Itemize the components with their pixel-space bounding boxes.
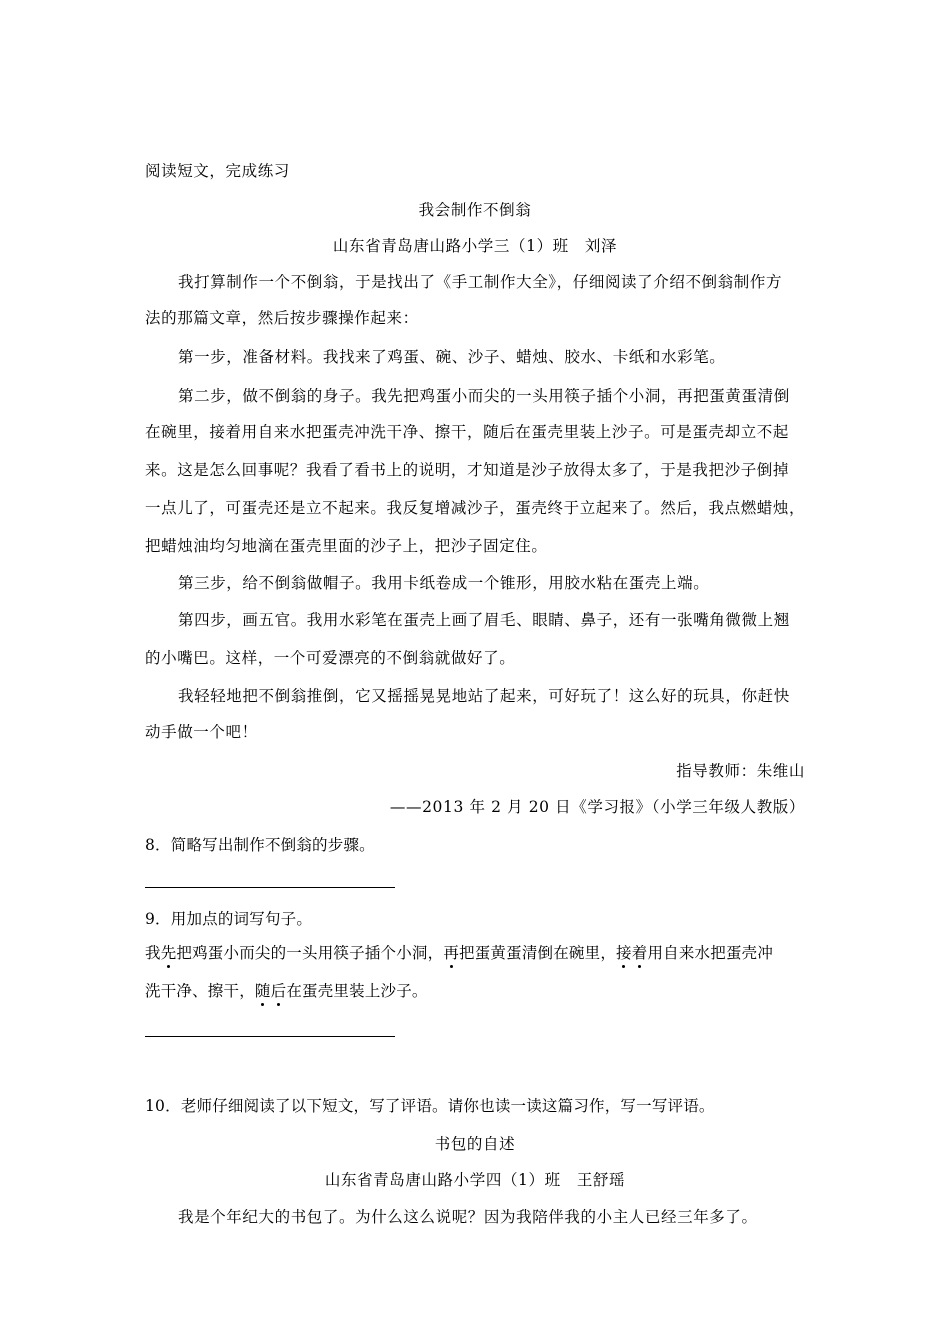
article-line: 的小嘴巴。这样，一个可爱漂亮的不倒翁就做好了。 (145, 649, 516, 667)
article-line: 来。这是怎么回事呢？我看了看书上的说明，才知道是沙子放得太多了，于是我把沙子倒掉 (145, 461, 790, 479)
article-line: 第一步，准备材料。我找来了鸡蛋、碗、沙子、蜡烛、胶水、卡纸和水彩笔。 (178, 348, 726, 366)
q9-sentence-line-1 (145, 942, 773, 964)
article2-first-line: 我是个年纪大的书包了。为什么这么说呢？因为我陪伴我的小主人已经三年多了。 (178, 1208, 758, 1226)
article-line: 第四步，画五官。我用水彩笔在蛋壳上画了眉毛、眼睛、鼻子，还有一张嘴角微微上翘 (178, 611, 790, 629)
article2-byline: 山东省青岛唐山路小学四（1）班 王舒瑶 (324, 1171, 626, 1189)
q9-text-part: 在蛋壳里装上沙子。 (286, 982, 428, 1000)
article-line: 把蜡烛油均匀地滴在蛋壳里面的沙子上，把沙子固定住。 (145, 537, 548, 555)
article-line: 我轻轻地把不倒翁推倒，它又摇摇晃晃地站了起来，可好玩了！这么好的玩具，你赶快 (178, 687, 790, 705)
article-title: 我会制作不倒翁 (418, 201, 532, 219)
dotted-word: 先 (160, 944, 177, 962)
teacher-credit: 指导教师：朱维山 (676, 762, 805, 780)
article-line: 我打算制作一个不倒翁，于是找出了《手工制作大全》，仔细阅读了介绍不倒翁制作方 (178, 273, 783, 291)
dotted-word: 后 (270, 982, 287, 1000)
dotted-word: 接 (616, 944, 632, 962)
q9-text-part: 用自来水把蛋壳冲 (647, 944, 774, 962)
question-10: 10．老师仔细阅读了以下短文，写了评语。请你也读一读这篇习作，写一写评语。 (145, 1097, 715, 1115)
dotted-word: 着 (631, 944, 648, 962)
question-8: 8．简略写出制作不倒翁的步骤。 (145, 836, 375, 854)
article-byline: 山东省青岛唐山路小学三（1）班 刘泽 (332, 237, 618, 255)
article-line: 第二步，做不倒翁的身子。我先把鸡蛋小而尖的一头用筷子插个小洞，再把蛋黄蛋清倒 (178, 387, 790, 405)
article2-title: 书包的自述 (434, 1135, 516, 1153)
answer-line-q8[interactable] (145, 887, 395, 888)
article-line: 动手做一个吧！ (145, 723, 258, 741)
article-line: 第三步，给不倒翁做帽子。我用卡纸卷成一个锥形，用胶水粘在蛋壳上端。 (178, 574, 710, 592)
q9-text-part: 把蛋黄蛋清倒在碗里， (459, 944, 617, 962)
article-line: 法的那篇文章，然后按步骤操作起来： (145, 309, 419, 327)
dotted-word: 再 (443, 944, 460, 962)
question-9: 9．用加点的词写句子。 (145, 910, 313, 928)
q9-text-part: 把鸡蛋小而尖的一头用筷子插个小洞， (176, 944, 444, 962)
article-line: 一点儿了，可蛋壳还是立不起来。我反复增减沙子，蛋壳终于立起来了。然后，我点燃蜡烛， (145, 499, 806, 517)
article-line: 在碗里，接着用自来水把蛋壳冲洗干净、擦干，随后在蛋壳里装上沙子。可是蛋壳却立不起 (145, 423, 790, 441)
answer-line-q9[interactable] (145, 1036, 395, 1037)
q9-text-part: 洗干净、擦干， (145, 982, 255, 1000)
q9-sentence-line-2 (145, 980, 428, 1002)
dotted-word: 随 (254, 982, 271, 1000)
reading-instruction: 阅读短文，完成练习 (145, 162, 290, 180)
source-citation: ——2013 年 2 月 20 日《学习报》（小学三年级人教版） (389, 798, 805, 816)
q9-text-part: 我 (145, 944, 161, 962)
